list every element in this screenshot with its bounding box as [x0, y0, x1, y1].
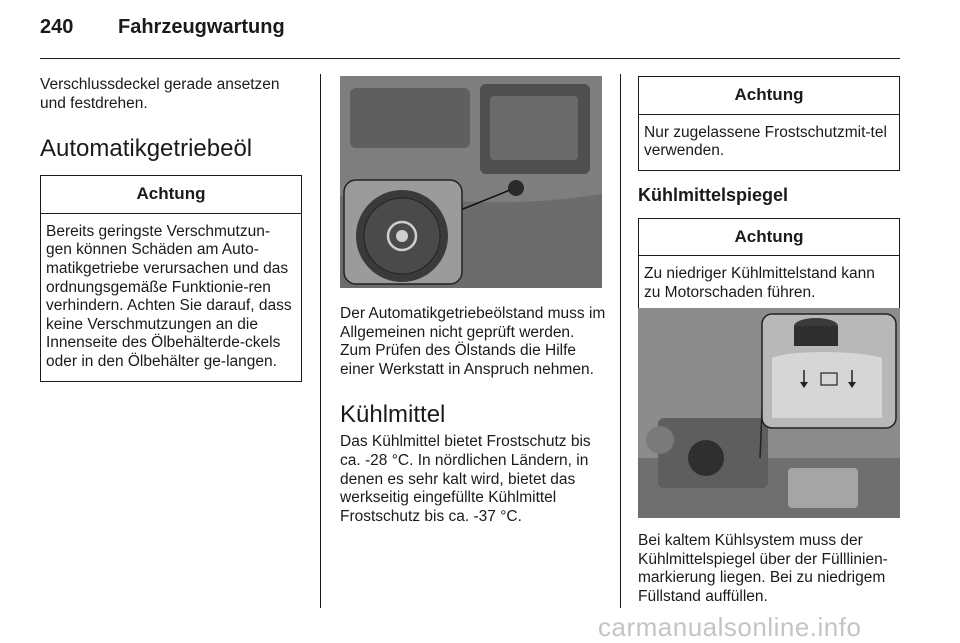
column-1: [40, 76, 302, 382]
engine-bay-illustration: [340, 76, 602, 288]
column-divider-1: [320, 74, 321, 608]
warning-title: Achtung: [639, 77, 899, 115]
warning-text: Nur zugelassene Frostschutzmit-tel verwenden.: [644, 123, 887, 160]
page-number: 240: [40, 16, 74, 38]
section-heading-coolant: Kühlmittel: [340, 401, 446, 429]
warning-box-transmission: [40, 175, 302, 381]
coolant-reservoir-photo: [638, 308, 900, 518]
coolant-reservoir-illustration: [638, 308, 900, 518]
transmission-paragraph: Der Automatikgetriebeölstand muss im Allgemeinen nicht geprüft werden. Zum Prüfen des Ölstands die Hilfe einer Werkstatt in Anspruch nehmen.: [340, 305, 606, 378]
coolant-caption: [638, 532, 906, 606]
intro-paragraph: Verschlussdeckel gerade ansetzen und festdrehen.: [40, 76, 280, 112]
warning-title: Achtung: [41, 176, 301, 214]
column-2: [340, 305, 606, 526]
warning-title: Achtung: [639, 219, 899, 257]
watermark: carmanualsonline.info: [598, 612, 862, 642]
warning-box-antifreeze: [638, 76, 900, 171]
section-heading-transmission-oil: Automatikgetriebeöl: [40, 135, 253, 163]
coolant-paragraph: Das Kühlmittel bietet Frostschutz bis ca. -28 °C. In nördlichen Ländern, in denen es sehr kalt wird, bietet das werkseitig eingefüllte Kühlmittel Frostschutz bis ca. -37 °C.: [340, 433, 591, 525]
coolant-level-paragraph: Bei kaltem Kühlsystem muss der Kühlmittelspiegel über der Fülllinien-markierung liegen. Bei zu niedrigem Füllstand auffüllen.: [638, 532, 888, 605]
page-title: Fahrzeugwartung: [118, 16, 285, 38]
column-3: [638, 76, 900, 313]
transmission-fluid-photo: [340, 76, 602, 288]
section-heading-coolant-level: Kühlmittelspiegel: [638, 184, 789, 205]
warning-text: Zu niedriger Kühlmittelstand kann zu Motorschaden führen.: [644, 265, 875, 301]
column-divider-2: [620, 74, 621, 608]
warning-box-coolant-level: [638, 218, 900, 313]
warning-text: Bereits geringste Verschmutzun-gen können Schäden am Auto-matikgetriebe verursachen und das ordnungsgemäße Funktionie-ren verhindern. Achten Sie darauf, dass keine Verschmutzungen an die Innenseite des Ölbehälterde-ckels oder in den Ölbehälter ge-langen.: [46, 222, 292, 370]
header-rule: [40, 58, 900, 59]
